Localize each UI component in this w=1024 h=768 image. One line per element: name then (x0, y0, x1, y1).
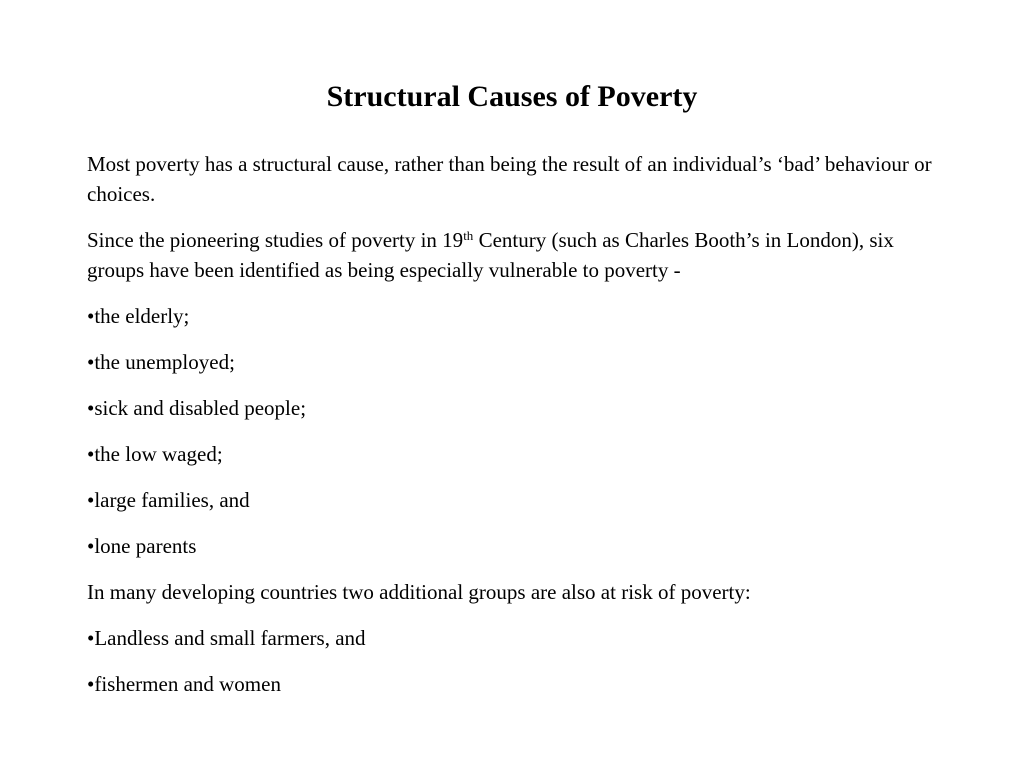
list-item-lone-parents: •lone parents (87, 534, 197, 558)
history-text-start: Since the pioneering studies of poverty in 19 (87, 228, 464, 252)
history-paragraph (87, 225, 937, 285)
list-item-unemployed: •the unemployed; (87, 350, 235, 374)
list-item-large-families: •large families, and (87, 488, 250, 512)
history-text-end: Century (such as Charles Booth’s in London), six groups have been identified as being especially vulnerable to poverty - (87, 228, 894, 282)
list-item-sick-disabled: •sick and disabled people; (87, 396, 307, 420)
slide-title: Structural Causes of Poverty (326, 80, 698, 113)
intro-paragraph: Most poverty has a structural cause, rather than being the result of an individual’s ‘bad’ behaviour or choices. (87, 152, 932, 206)
list-item-low-waged: •the low waged; (87, 442, 223, 466)
list-item-elderly: •the elderly; (87, 304, 190, 328)
history-superscript: th (463, 228, 474, 243)
developing-paragraph: In many developing countries two additional groups are also at risk of poverty: (87, 580, 751, 604)
list-item-fishermen-women: •fishermen and women (87, 672, 281, 696)
list-item-landless-farmers: •Landless and small farmers, and (87, 626, 366, 650)
slide-body (87, 149, 937, 715)
